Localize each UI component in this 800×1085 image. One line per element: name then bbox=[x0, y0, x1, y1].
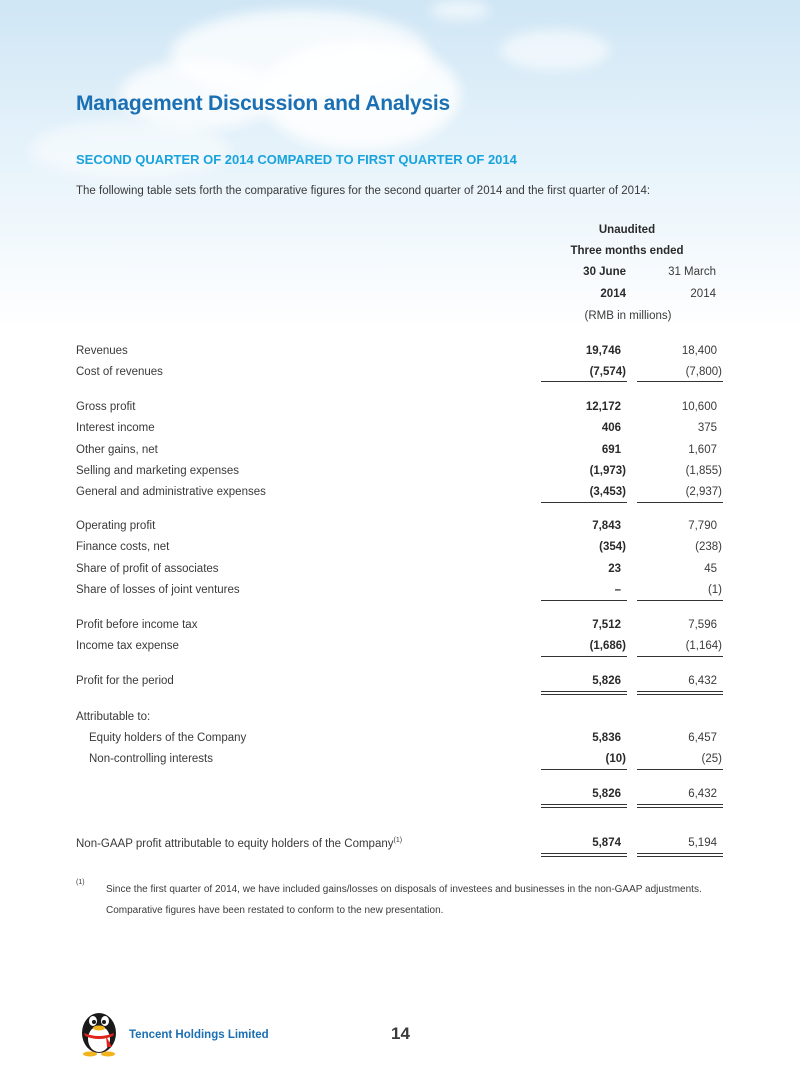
row-value-q1: 18,400 bbox=[681, 345, 717, 357]
footnote-text: Since the first quarter of 2014, we have included gains/losses on disposals of investees and businesses in the non-GAAP adjustments. Comparative figures have been restated to conform to the new presentation. bbox=[106, 884, 702, 916]
row-value-q2: (10) bbox=[605, 753, 626, 765]
cloud bbox=[30, 120, 230, 180]
page-title: Management Discussion and Analysis bbox=[76, 92, 451, 115]
table-row bbox=[0, 541, 800, 559]
row-label: Attributable to: bbox=[76, 711, 151, 723]
subtotal-rule bbox=[637, 600, 723, 601]
row-value-q2: (7,574) bbox=[589, 366, 626, 378]
row-value-q1: 6,432 bbox=[688, 788, 717, 800]
table-row bbox=[0, 732, 800, 750]
row-label: Cost of revenues bbox=[76, 366, 163, 378]
subtotal-rule bbox=[541, 502, 627, 503]
table-row bbox=[0, 563, 800, 581]
row-value-q1: 375 bbox=[697, 422, 717, 434]
subtotal-rule bbox=[637, 502, 723, 503]
row-value-q2: (354) bbox=[599, 541, 626, 553]
header-units: (RMB in millions) bbox=[584, 310, 672, 322]
subtotal-rule bbox=[637, 769, 723, 770]
row-value-q1: 10,600 bbox=[681, 401, 717, 413]
row-value-q2: (1,973) bbox=[589, 465, 626, 477]
row-value-q2: (3,453) bbox=[589, 486, 626, 498]
total-double-rule bbox=[637, 853, 723, 857]
row-value-q2: 5,836 bbox=[592, 732, 621, 744]
row-label: Selling and marketing expenses bbox=[76, 465, 240, 477]
subtotal-rule bbox=[541, 600, 627, 601]
row-value-q1: 7,790 bbox=[688, 520, 717, 532]
table-row bbox=[0, 401, 800, 419]
row-value-q1: 6,457 bbox=[688, 732, 717, 744]
total-double-rule bbox=[541, 804, 627, 808]
header-col1-year: 2014 bbox=[600, 288, 626, 300]
subtotal-rule bbox=[637, 381, 723, 382]
table-row bbox=[0, 520, 800, 538]
total-double-rule bbox=[637, 804, 723, 808]
cloud bbox=[500, 30, 610, 70]
row-label: Other gains, net bbox=[76, 444, 158, 456]
row-label: General and administrative expenses bbox=[76, 486, 266, 498]
subtotal-rule bbox=[541, 381, 627, 382]
row-label: Interest income bbox=[76, 422, 155, 434]
table-row bbox=[0, 711, 800, 729]
row-label: Gross profit bbox=[76, 401, 136, 413]
subtotal-rule bbox=[541, 656, 627, 657]
row-label: Share of losses of joint ventures bbox=[76, 584, 240, 596]
row-value-q1: 6,432 bbox=[688, 675, 717, 687]
subtotal-rule bbox=[637, 656, 723, 657]
row-value-q2: 691 bbox=[601, 444, 621, 456]
row-value-q1: 5,194 bbox=[688, 837, 717, 849]
row-value-q1: (7,800) bbox=[685, 366, 722, 378]
row-value-q2: (1,686) bbox=[589, 640, 626, 652]
row-label: Non-controlling interests bbox=[89, 753, 214, 765]
header-col2-date: 31 March bbox=[668, 266, 716, 278]
penguin-logo-icon bbox=[76, 1003, 122, 1057]
row-label: Income tax expense bbox=[76, 640, 179, 652]
row-label: Revenues bbox=[76, 345, 128, 357]
row-label: Share of profit of associates bbox=[76, 563, 219, 575]
table-row bbox=[0, 345, 800, 363]
total-double-rule bbox=[541, 691, 627, 695]
header-unaudited: Unaudited bbox=[598, 224, 656, 236]
row-label: Finance costs, net bbox=[76, 541, 170, 553]
table-row bbox=[0, 465, 800, 483]
table-row bbox=[0, 422, 800, 440]
total-double-rule bbox=[541, 853, 627, 857]
row-value-q1: (1,855) bbox=[685, 465, 722, 477]
row-label: Non-GAAP profit attributable to equity holders of the Company$^{(1)}$ bbox=[76, 837, 403, 850]
row-value-q2: 7,843 bbox=[592, 520, 621, 532]
row-value-q2: 406 bbox=[601, 422, 621, 434]
row-value-q2: 5,826 bbox=[592, 788, 621, 800]
footnote-mark: (1) bbox=[76, 879, 85, 886]
row-label: Operating profit bbox=[76, 520, 156, 532]
row-value-q2: 7,512 bbox=[592, 619, 621, 631]
row-value-q1: (25) bbox=[701, 753, 722, 765]
row-value-q1: (1,164) bbox=[685, 640, 722, 652]
row-value-q2: 19,746 bbox=[585, 345, 621, 357]
row-value-q2: 12,172 bbox=[585, 401, 621, 413]
total-double-rule bbox=[637, 691, 723, 695]
header-period: Three months ended bbox=[570, 245, 684, 257]
row-value-q2: 5,874 bbox=[592, 837, 621, 849]
row-value-q1: (1) bbox=[707, 584, 722, 596]
page-number: 14 bbox=[391, 1024, 410, 1043]
intro-text: The following table sets forth the comparative figures for the second quarter of 2014 and the first quarter of 2014: bbox=[76, 185, 651, 197]
row-label: Profit for the period bbox=[76, 675, 174, 687]
subtotal-rule bbox=[541, 769, 627, 770]
row-value-q2: 23 bbox=[608, 563, 621, 575]
table-row bbox=[0, 619, 800, 637]
row-value-q2: – bbox=[614, 584, 621, 596]
row-value-q1: (238) bbox=[695, 541, 722, 553]
footnote-ref: (1) bbox=[393, 837, 403, 844]
section-title: SECOND QUARTER OF 2014 COMPARED TO FIRST QUARTER OF 2014 bbox=[76, 152, 517, 167]
row-value-q1: 45 bbox=[704, 563, 717, 575]
cloud bbox=[430, 0, 490, 20]
row-label: Profit before income tax bbox=[76, 619, 198, 631]
table-row bbox=[0, 444, 800, 462]
footer-company-name: Tencent Holdings Limited bbox=[129, 1029, 269, 1041]
row-value-q1: 1,607 bbox=[688, 444, 717, 456]
row-value-q1: (2,937) bbox=[685, 486, 722, 498]
row-value-q2: 5,826 bbox=[592, 675, 621, 687]
row-value-q1: 7,596 bbox=[688, 619, 717, 631]
header-col2-year: 2014 bbox=[690, 288, 716, 300]
header-col1-date: 30 June bbox=[583, 266, 626, 278]
row-label: Equity holders of the Company bbox=[89, 732, 247, 744]
